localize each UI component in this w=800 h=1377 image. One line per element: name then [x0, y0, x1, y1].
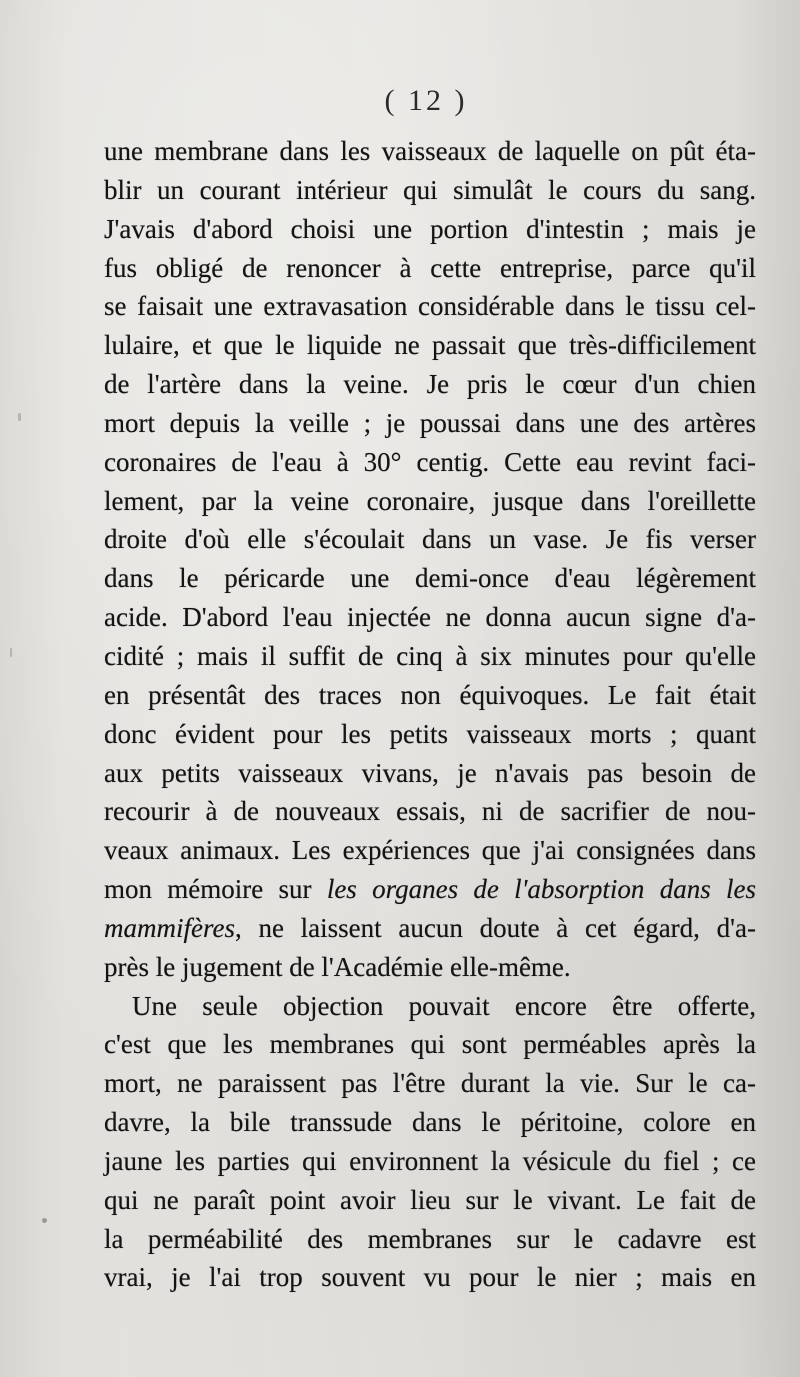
- text-line: blir un courant intérieur qui simulât le cours du sang.: [104, 174, 756, 205]
- text-line: c'est que les membranes qui sont perméables après la: [104, 1029, 756, 1060]
- text-line: fus obligé de renoncer à cette entreprise, parce qu'il: [104, 252, 756, 283]
- text-run: mon mémoire sur: [104, 874, 327, 905]
- text-line: mort depuis la veille ; je poussai dans une des artères: [104, 407, 756, 438]
- body-text: [104, 132, 756, 1297]
- text-run: , ne laissent aucun doute à cet égard, d'a-: [234, 912, 756, 943]
- text-line: la perméabilité des membranes sur le cadavre est: [104, 1223, 756, 1254]
- text-line: en présentât des traces non équivoques. Le fait était: [104, 679, 756, 710]
- text-line: vrai, je l'ai trop souvent vu pour le nier ; mais en: [104, 1262, 756, 1293]
- text-line: lement, par la veine coronaire, jusque dans l'oreillette: [104, 485, 756, 516]
- text-line: davre, la bile transsude dans le péritoine, colore en: [104, 1107, 756, 1138]
- paper-speck: [10, 648, 12, 657]
- text-line: une membrane dans les vaisseaux de laquelle on pût éta-: [104, 136, 756, 166]
- paper-speck: [18, 413, 21, 421]
- text-line: aux petits vaisseaux vivans, je n'avais pas besoin de: [104, 757, 756, 788]
- text-line: jaune les parties qui environnent la vésicule du fiel ; ce: [104, 1145, 756, 1176]
- italic-title-run: les organes de l'absorption dans les: [326, 874, 756, 905]
- text-line: près le jugement de l'Académie elle-même.: [104, 951, 571, 982]
- text-line: cidité ; mais il suffit de cinq à six minutes pour qu'elle: [104, 640, 756, 671]
- text-line: se faisait une extravasation considérable dans le tissu cel-: [104, 291, 756, 322]
- text-line-mixed: [104, 909, 756, 948]
- text-line: lulaire, et que le liquide ne passait que très-difficilement: [104, 330, 756, 361]
- page-number: ( 12 ): [384, 84, 468, 117]
- text-line: de l'artère dans la veine. Je pris le cœur d'un chien: [104, 369, 756, 400]
- text-line: coronaires de l'eau à 30° centig. Cette eau revint faci-: [104, 446, 756, 477]
- paragraph-first-line: Une seule objection pouvait encore être offerte,: [132, 990, 756, 1021]
- text-line: droite d'où elle s'écoulait dans un vase. Je fis verser: [104, 524, 756, 555]
- text-line: veaux animaux. Les expériences que j'ai consignées dans: [104, 835, 756, 866]
- text-line: qui ne paraît point avoir lieu sur le vivant. Le fait de: [104, 1184, 756, 1215]
- text-line: J'avais d'abord choisi une portion d'intestin ; mais je: [104, 213, 756, 244]
- text-line: donc évident pour les petits vaisseaux morts ; quant: [104, 718, 756, 749]
- text-line-mixed: [104, 870, 756, 909]
- italic-title-run: mammifères: [104, 912, 235, 943]
- text-line: dans le péricarde une demi-once d'eau légèrement: [104, 563, 756, 594]
- paper-speck: [42, 1218, 47, 1223]
- text-line: recourir à de nouveaux essais, ni de sacrifier de nou-: [104, 796, 756, 827]
- text-line: acide. D'abord l'eau injectée ne donna aucun signe d'a-: [104, 602, 756, 633]
- text-line: mort, ne paraissent pas l'être durant la vie. Sur le ca-: [104, 1068, 756, 1099]
